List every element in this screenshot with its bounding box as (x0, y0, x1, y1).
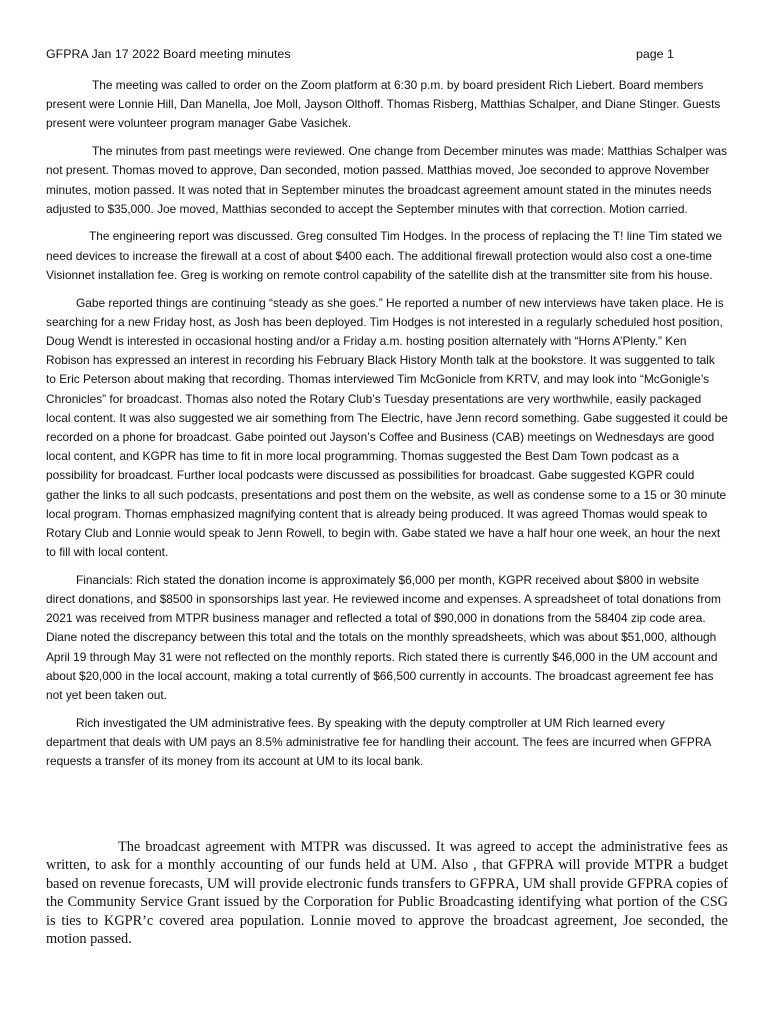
minutes-body (46, 76, 728, 780)
document-title: GFPRA Jan 17 2022 Board meeting minutes (46, 47, 291, 61)
paragraph-financials: Financials: Rich stated the donation income is approximately $6,000 per month, KGPR received about $800 in website direct donations, and $8500 in sponsorships last year. He reviewed income and expenses. A spreadsheet of total donations from 2021 was received from MTPR business manager and reflected a total of $90,000 in donations from the 58404 zip code area. Diane noted the discrepancy between this total and the totals on the monthly spreadsheets, which was about $51,000, although April 19 through May 31 were not reflected on the monthly reports. Rich stated there is currently $46,000 in the UM account and about $20,000 in the local account, making a total currently of $66,500 currently in accounts. The broadcast agreement fee has not yet been taken out. (46, 572, 721, 703)
paragraph-call-to-order: The meeting was called to order on the Zoom platform at 6:30 p.m. by board president Rich Liebert. Board members present were Lonnie Hill, Dan Manella, Joe Moll, Jayson Olthoff. Thomas Risberg, Matthias Schalper, and Diane Stinger. Guests present were volunteer program manager Gabe Vasichek. (46, 78, 721, 131)
paragraph-minutes-review: The minutes from past meetings were reviewed. One change from December minutes was made: Matthias Schalper was not present. Thomas moved to approve, Dan seconded, motion passed. Matthias moved, Joe seconded to approve November minutes, motion passed. It was noted that in September minutes the broadcast agreement amount stated in the minutes needs adjusted to $35,000. Joe moved, Matthias seconded to accept the September minutes with that correction. Motion carried. (46, 144, 728, 216)
paragraph-engineering-report: The engineering report was discussed. Greg consulted Tim Hodges. In the process of replacing the T! line Tim stated we need devices to increase the firewall at a cost of about $400 each. The additional firewall protection would also cost a one-time Visionnet installation fee. Greg is working on remote control capability of the satellite dish at the transmitter site from his house. (46, 229, 722, 282)
paragraph-broadcast-agreement: The broadcast agreement with MTPR was discussed. It was agreed to accept the administrative fees as written, to ask for a monthly accounting of our funds held at UM. Also , that GFPRA will provide MTPR a budget based on revenue forecasts, UM will provide electronic funds transfers to GFPRA, UM shall provide GFPRA copies of the Community Service Grant issued by the Corporation for Public Broadcasting identifying what portion of the CSG is ties to KGPR’c covered area population. Lonnie moved to approve the broadcast agreement, Joe seconded, the motion passed. (46, 839, 728, 948)
page-number: page 1 (636, 47, 674, 61)
paragraph-program-report: Gabe reported things are continuing “steady as she goes.” He reported a number of new interviews have taken place. He is searching for a new Friday host, as Josh has been deployed. Tim Hodges is not interested in a regularly scheduled host position, Doug Wendt is interested in occasional hosting and/or a Friday a.m. hosting position alternately with “Horns A’Plenty.” Ken Robison has expressed an interest in recording his February Black History Month talk at the bookstore. It was suggented to talk to Eric Peterson about making that recording. Thomas interviewed Tim McGonicle from KRTV, and may look into “McGonigle’s Chronicles” for broadcast. Thomas also noted the Rotary Club’s Tuesday presentations are very worthwhile, easily packaged local content. It was also suggested we air something from The Electric, have Jenn record something. Gabe suggested it could be recorded on a phone for broadcast. Gabe pointed out Jayson’s Coffee and Business (CAB) meetings on Wednesdays are good local content, and KGPR has time to fit in more local programming. Thomas suggested the Best Dam Town podcast as a possibility for broadcast. Further local podcasts were discussed as possibilities for broadcast. Gabe suggested KGPR could gather the links to all such podcasts, presentations and post them on the website, as well as condense some to a 15 or 30 minute local program. Thomas emphasized magnifying content that is already being produced. It was agreed Thomas would speak to Rotary Club and Lonnie would speak to Jenn Rowell, to begin with. Gabe stated we have a half hour one week, an hour the next to fill with local content. (46, 295, 728, 560)
paragraph-um-fees: Rich investigated the UM administrative fees. By speaking with the deputy comptroller at UM Rich learned every department that deals with UM pays an 8.5% administrative fee for handling their account. The fees are incurred when GFPRA requests a transfer of its money from its account at UM to its local bank. (46, 715, 711, 769)
